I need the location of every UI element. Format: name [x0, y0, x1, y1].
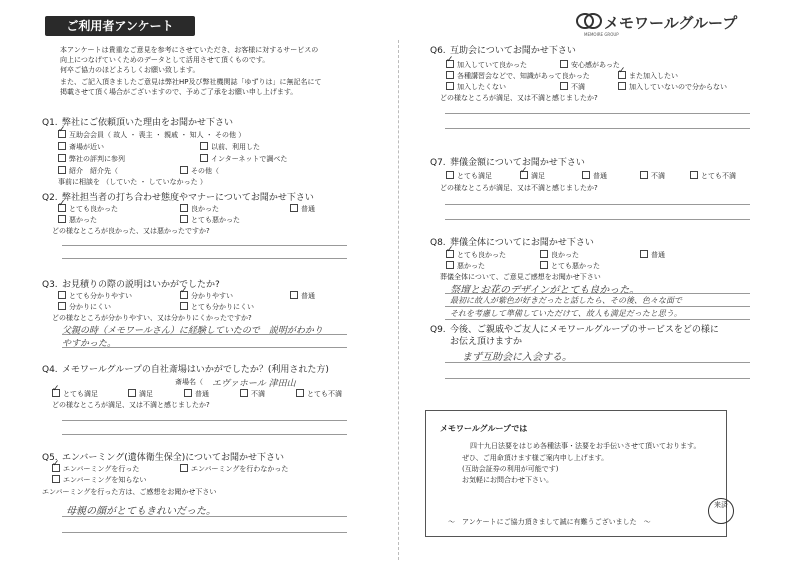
- q1-title: Q1. 弊社にご依頼頂いた理由をお聞かせ下さい: [42, 118, 234, 128]
- checkbox[interactable]: [446, 171, 454, 179]
- q1-option-near[interactable]: 斎場が近い: [58, 143, 104, 152]
- q1-consult: 事前に相談を （していた ・ していなかった ）: [58, 178, 207, 186]
- q4-prompt: どの様なところが満足、又は不満と感じましたか?: [52, 401, 210, 409]
- q7-option[interactable]: ✓ 満足: [520, 172, 545, 181]
- q5-option[interactable]: エンバーミングを知らない: [52, 476, 146, 485]
- checkbox[interactable]: [200, 154, 208, 162]
- q7-prompt: どの様なところが満足、又は不満と感じましたか?: [440, 184, 598, 192]
- checkbox[interactable]: [690, 171, 698, 179]
- q4-option[interactable]: 不満: [240, 390, 265, 399]
- answer-line: [445, 293, 750, 294]
- q1-option-reputation[interactable]: 弊社の評判に参列: [58, 155, 125, 164]
- checkbox[interactable]: [180, 464, 188, 472]
- q8-option[interactable]: 良かった: [540, 251, 579, 260]
- q4-option[interactable]: 普通: [184, 390, 209, 399]
- checkbox[interactable]: [640, 171, 648, 179]
- q6-title: Q6. 互助会についてお聞かせ下さい: [430, 46, 576, 56]
- q6-option[interactable]: 各種講習会などで、知識があって良かった: [446, 72, 590, 81]
- q3-option[interactable]: 普通: [290, 292, 315, 301]
- answer-line: [62, 347, 347, 348]
- checkbox[interactable]: [52, 389, 60, 397]
- q1-option-member[interactable]: ✓互助会会員（ 故人 ・ 喪主 ・ 親戚 ・ 知人 ・ その他 ）: [58, 131, 245, 140]
- checkbox[interactable]: [184, 389, 192, 397]
- logo-mark-icon: [576, 12, 602, 30]
- checkbox[interactable]: [52, 475, 60, 483]
- company-logo: メモワールグループ: [604, 14, 738, 32]
- q6-option[interactable]: 加入していないので分からない: [618, 83, 727, 92]
- answer-line: [445, 128, 750, 129]
- q2-option[interactable]: 悪かった: [58, 216, 97, 225]
- checkbox[interactable]: [58, 154, 66, 162]
- q8-option[interactable]: 普通: [640, 251, 665, 260]
- company-logo-sub: MEMOIRE GROUP: [584, 32, 619, 37]
- q7-option[interactable]: 不満: [640, 172, 665, 181]
- q3-answer[interactable]: 父親の時（メモワールさん）に経験していたので 説明がわかり: [62, 326, 323, 336]
- q5-title: Q5. エンバーミング(遺体衛生保全)についてお聞かせ下さい: [42, 453, 285, 463]
- info-box-heading: メモワールグループでは: [440, 424, 528, 433]
- checkbox[interactable]: [446, 261, 454, 269]
- answer-line: [445, 113, 750, 114]
- info-box-line: (互助会証券の利用が可能です): [462, 465, 559, 473]
- q1-option-internet[interactable]: インターネットで調べた: [200, 155, 287, 164]
- q3-answer[interactable]: やすかった。: [62, 339, 117, 349]
- q7-title: Q7. 葬儀金額についてお聞かせ下さい: [430, 158, 585, 168]
- q4-title: Q4. メモワールグループの自社斎場はいかがでしたか？(利用された方): [42, 365, 329, 375]
- intro-line: 掲載させて頂く場合がございますので、予めご了承をお願い申し上げます。: [60, 88, 298, 96]
- checkbox[interactable]: [640, 250, 648, 258]
- q8-answer[interactable]: 最初に故人が紫色が好きだったと話したら、その後、色々な面で: [450, 296, 682, 305]
- q8-title: Q8. 葬儀全体についてにお聞かせ下さい: [430, 238, 594, 248]
- q3-option[interactable]: とても分かりやすい: [58, 292, 132, 301]
- answer-line: [62, 258, 347, 259]
- checkbox[interactable]: [520, 171, 528, 179]
- q1-option-used[interactable]: 以前、利用した: [200, 143, 260, 152]
- q4-option[interactable]: とても不満: [296, 390, 342, 399]
- q9-title: Q9. 今後、ご親戚やご友人にメモワールグループのサービスをどの様に: [430, 325, 719, 335]
- checkbox[interactable]: [58, 302, 66, 310]
- q3-title: Q3. お見積りの際の説明はいかがでしたか?: [42, 280, 220, 290]
- q5-option[interactable]: ✓エンバーミングを行った: [52, 465, 139, 474]
- q8-answer[interactable]: 祭壇とお花のデザインがとても良かった。: [450, 285, 640, 296]
- q8-option[interactable]: ✓とても良かった: [446, 251, 506, 260]
- checkbox[interactable]: [180, 302, 188, 310]
- q6-option[interactable]: 安心感があった: [560, 61, 620, 70]
- q6-option[interactable]: ✓ また加入したい: [618, 72, 678, 81]
- checkbox[interactable]: [618, 71, 626, 79]
- checkbox[interactable]: [58, 142, 66, 150]
- q2-option[interactable]: 普通: [290, 205, 315, 214]
- info-box-line: 四十九日法要をはじめ各種法事・法要をお手伝いさせて頂いております。: [470, 442, 701, 450]
- checkbox[interactable]: [446, 71, 454, 79]
- answer-line: [62, 516, 347, 517]
- q1-option-introduction[interactable]: 紹介 紹介先（: [58, 167, 118, 176]
- q8-option[interactable]: 悪かった: [446, 262, 485, 271]
- q6-option[interactable]: ✓加入していて良かった: [446, 61, 527, 70]
- answer-line: [62, 245, 347, 246]
- q9-title-cont: お伝え頂けますか: [450, 337, 523, 347]
- checkbox[interactable]: [58, 291, 66, 299]
- checkbox[interactable]: [58, 130, 66, 138]
- answer-line: [62, 434, 347, 435]
- q4-hall-label: 斎場名（: [175, 378, 203, 386]
- q1-option-other[interactable]: その他（: [180, 167, 219, 176]
- q8-answer[interactable]: それを考慮して準備していただけて、故人も満足だったと思う。: [450, 309, 682, 318]
- answer-line: [445, 319, 750, 320]
- info-box-line: ぜひ、ご用命頂けます様ご案内申し上げます。: [462, 454, 609, 462]
- q3-option[interactable]: ✓ 分かりやすい: [180, 292, 233, 301]
- intro-line: また、ご記入頂きましたご意見は弊社HP及び弊社機関誌「ゆずりは」に無記名にて: [60, 78, 322, 86]
- answer-line: [62, 420, 347, 421]
- intro-line: 本アンケートは貴重なご意見を参考にさせていただき、お客様に対するサービスの: [60, 46, 319, 54]
- checkbox[interactable]: [180, 204, 188, 212]
- q9-answer[interactable]: まず互助会に入会する。: [462, 352, 572, 363]
- q2-title: Q2. 弊社担当者の打ち合わせ態度やマナーについてお聞かせ下さい: [42, 193, 314, 203]
- info-box-line: お気軽にお問合わせ下さい。: [462, 476, 553, 484]
- q2-option[interactable]: 良かった: [180, 205, 219, 214]
- checkbox[interactable]: [446, 60, 454, 68]
- checkbox[interactable]: [200, 142, 208, 150]
- intro-line: 向上につなげていくためのデータとして活用させて頂くものです。: [60, 56, 270, 64]
- checkbox[interactable]: [290, 291, 298, 299]
- checkbox[interactable]: [446, 82, 454, 90]
- q5-answer[interactable]: 母親の顔がとてもきれいだった。: [66, 506, 216, 517]
- thanks-text: ～ アンケートにご協力頂きまして誠に有難うございました ～: [448, 518, 651, 526]
- q5-option[interactable]: エンバーミングを行わなかった: [180, 465, 288, 474]
- survey-title: ご利用者アンケート: [45, 16, 195, 36]
- checkbox[interactable]: [446, 250, 454, 258]
- q7-option[interactable]: とても満足: [446, 172, 492, 181]
- answer-line: [62, 532, 347, 533]
- q7-option[interactable]: 普通: [582, 172, 607, 181]
- checkbox[interactable]: [290, 204, 298, 212]
- answer-line: [445, 362, 750, 363]
- q3-option[interactable]: 分かりにくい: [58, 303, 111, 312]
- checkbox[interactable]: [180, 166, 188, 174]
- q6-prompt: どの様なところが満足、又は不満と感じましたか?: [440, 94, 598, 102]
- q2-prompt: どの様なところが良かった、又は悪かったですか?: [52, 227, 210, 235]
- stamp: 来済: [708, 498, 734, 524]
- q4-option[interactable]: 満足: [128, 390, 153, 399]
- q4-option[interactable]: ✓とても満足: [52, 390, 98, 399]
- q3-option[interactable]: とても分かりにくい: [180, 303, 254, 312]
- checkbox[interactable]: [540, 261, 548, 269]
- answer-line: [445, 378, 750, 379]
- q6-option[interactable]: 加入したくない: [446, 83, 506, 92]
- q5-prompt: エンバーミングを行った方は、ご感想をお聞かせ下さい: [42, 488, 217, 496]
- checkbox[interactable]: [58, 215, 66, 223]
- answer-line: [445, 204, 750, 205]
- q8-prompt: 葬儀全体について、ご意見ご感想をお聞かせ下さい: [440, 273, 601, 281]
- checkbox[interactable]: [560, 60, 568, 68]
- q7-option[interactable]: とても不満: [690, 172, 736, 181]
- checkbox[interactable]: [180, 291, 188, 299]
- q4-hall-name[interactable]: エヴァホール 津田山: [212, 379, 296, 389]
- checkbox[interactable]: [618, 82, 626, 90]
- answer-line: [445, 306, 750, 307]
- checkbox[interactable]: [128, 389, 136, 397]
- checkbox[interactable]: [296, 389, 304, 397]
- q8-option[interactable]: とても悪かった: [540, 262, 600, 271]
- checkbox[interactable]: [58, 166, 66, 174]
- page-divider: [398, 40, 399, 560]
- answer-line: [445, 219, 750, 220]
- q2-option[interactable]: とても悪かった: [180, 216, 240, 225]
- checkbox[interactable]: [560, 82, 568, 90]
- q2-option[interactable]: ✓とても良かった: [58, 205, 118, 214]
- checkbox[interactable]: [240, 389, 248, 397]
- q6-option[interactable]: 不満: [560, 83, 585, 92]
- q3-prompt: どの様なところが分かりやすい、又は分かりにくかったですか?: [52, 314, 252, 322]
- intro-line: 何卒ご協力のほどよろしくお願い致します。: [60, 66, 200, 74]
- checkbox[interactable]: [58, 204, 66, 212]
- checkbox[interactable]: [540, 250, 548, 258]
- checkbox[interactable]: [52, 464, 60, 472]
- checkbox[interactable]: [582, 171, 590, 179]
- answer-line: [62, 334, 347, 335]
- checkbox[interactable]: [180, 215, 188, 223]
